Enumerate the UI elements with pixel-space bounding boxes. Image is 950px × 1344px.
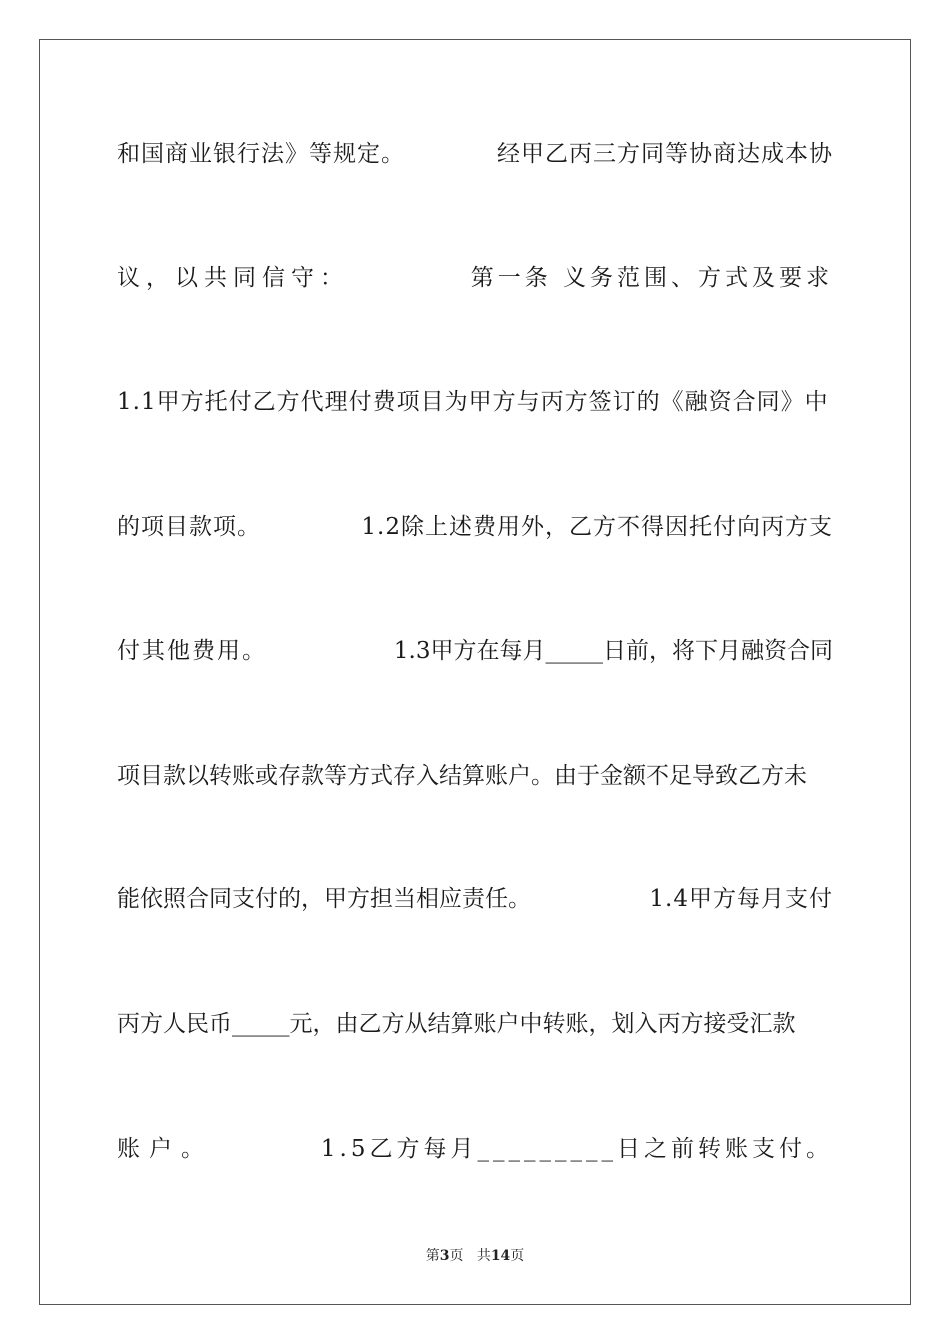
text-line-8-left: 丙方人民币_____元，由乙方从结算账户中转账，划入丙方接受汇款 <box>117 1010 796 1037</box>
text-line-3 <box>117 382 833 416</box>
text-line-3-left: 1.1甲方托付乙方代理付费项目为甲方与丙方签订的《融资合同》中 <box>117 388 829 415</box>
text-line-7-left: 能依照合同支付的，甲方担当相应责任。 <box>117 885 531 912</box>
text-line-4-right: 1.2除上述费用外，乙方不得因托付向丙方支 <box>361 513 833 540</box>
footer-total-pages: 14 <box>490 1248 511 1264</box>
text-line-2 <box>117 258 833 292</box>
text-line-9-left: 账户。 <box>117 1135 213 1162</box>
text-line-6-left: 项目款以转账或存款等方式存入结算账户。由于金额不足导致乙方未 <box>117 762 807 789</box>
text-line-7 <box>117 879 833 913</box>
text-line-1 <box>117 134 833 168</box>
text-line-1-right: 经甲乙丙三方同等协商达成本协 <box>497 140 833 167</box>
footer-page-prefix: 第 <box>425 1248 440 1264</box>
text-line-1-left: 和国商业银行法》等规定。 <box>117 140 405 167</box>
text-line-8 <box>117 1004 833 1038</box>
text-line-5 <box>117 631 833 665</box>
page-footer <box>0 1245 950 1265</box>
text-line-4-left: 的项目款项。 <box>117 513 261 540</box>
text-line-5-right: 1.3甲方在每月_____日前，将下月融资合同 <box>393 637 833 664</box>
text-line-6 <box>117 756 833 790</box>
text-line-5-left: 付其他费用。 <box>117 637 267 664</box>
text-line-4 <box>117 507 833 541</box>
text-line-7-right: 1.4甲方每月支付 <box>649 885 833 912</box>
text-line-9-right: 1.5乙方每月_________日之前转账支付。 <box>320 1135 833 1162</box>
footer-page-number: 3 <box>439 1248 450 1264</box>
footer-page-suffix: 页 <box>449 1248 464 1264</box>
page-border <box>39 39 911 1305</box>
text-line-2-left: 议，以共同信守： <box>117 264 349 291</box>
text-line-2-right: 第一条 义务范围、方式及要求 <box>470 264 833 291</box>
footer-total-suffix: 页 <box>510 1248 525 1264</box>
footer-total-prefix: 共 <box>476 1248 491 1264</box>
text-line-9 <box>117 1129 833 1163</box>
